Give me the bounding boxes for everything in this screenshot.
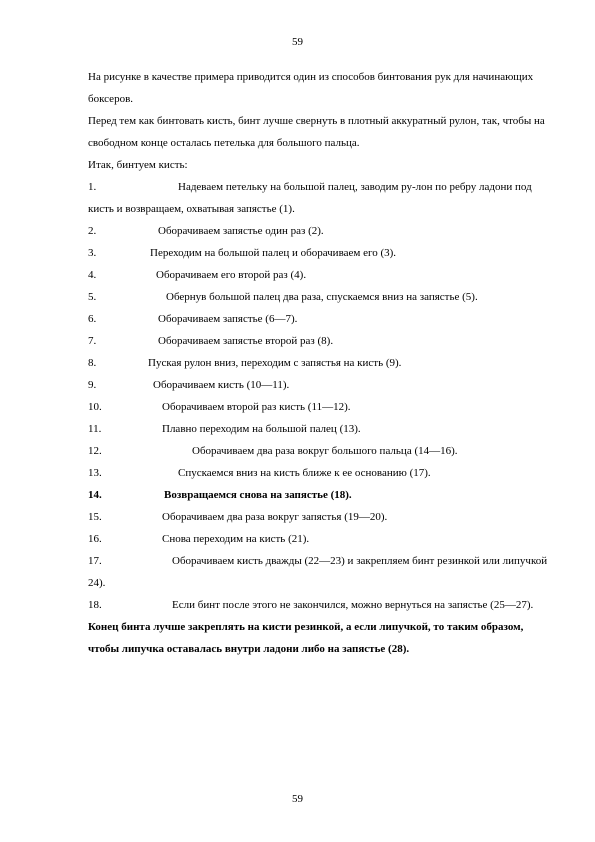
item-text: Оборачиваем запястье (6—7). <box>158 313 298 325</box>
item-text: Спускаемся вниз на кисть ближе к ее основанию (17). <box>178 467 431 479</box>
item-number: 8. <box>88 357 97 369</box>
list-item <box>88 506 548 528</box>
list-item <box>88 264 548 286</box>
list-item <box>88 330 548 352</box>
item-number: 6. <box>88 313 97 325</box>
item-number: 3. <box>88 247 97 259</box>
item-text: Оборачиваем два раза вокруг большого пальца (14—16). <box>192 445 458 457</box>
item-text: Возвращаемся снова на запястье (18). <box>164 489 352 501</box>
intro-paragraph-1: На рисунке в качестве примера приводится один из способов бинтования рук для начинающих боксеров. <box>88 71 534 105</box>
item-text: Оборачиваем два раза вокруг запястья (19—20). <box>162 511 388 523</box>
item-text: Оборачиваем кисть дважды (22—23) и закрепляем бинт резинкой или липучкой 24). <box>88 555 548 589</box>
item-text: Снова переходим на кисть (21). <box>162 533 310 545</box>
item-number: 1. <box>88 181 97 193</box>
list-item <box>88 550 548 594</box>
list-item <box>88 286 548 308</box>
intro-paragraph-3: Итак, бинтуем кисть: <box>88 159 188 171</box>
item-number: 17. <box>88 555 102 567</box>
list-item <box>88 220 548 242</box>
item-text: Если бинт после этого не закончился, можно вернуться на запястье (25—27). <box>172 599 534 611</box>
item-text: Оборачиваем второй раз кисть (11—12). <box>162 401 351 413</box>
item-text: Оборачиваем запястье один раз (2). <box>158 225 324 237</box>
item-number: 10. <box>88 401 102 413</box>
list-item <box>88 176 548 220</box>
item-number: 13. <box>88 467 102 479</box>
item-text: Надеваем петельку на большой палец, заводим ру-лон по ребру ладони под кисть и возвращаем, охватывая запястье (1). <box>88 181 532 215</box>
document-body <box>88 66 548 660</box>
conclusion-paragraph: Конец бинта лучше закреплять на кисти резинкой, а если липучкой, то таким образом, чтобы липучка оставалась внутри ладони либо на запястье (28). <box>88 621 524 655</box>
page-number-bottom: 59 <box>292 793 303 805</box>
item-number: 2. <box>88 225 97 237</box>
item-number: 7. <box>88 335 97 347</box>
item-number: 16. <box>88 533 102 545</box>
list-item <box>88 484 548 506</box>
item-number: 5. <box>88 291 97 303</box>
item-number: 18. <box>88 599 102 611</box>
item-number: 9. <box>88 379 97 391</box>
item-text: Обернув большой палец два раза, спускаемся вниз на запястье (5). <box>166 291 478 303</box>
list-item <box>88 308 548 330</box>
item-text: Оборачиваем запястье второй раз (8). <box>158 335 334 347</box>
intro-paragraph-2: Перед тем как бинтовать кисть, бинт лучше свернуть в плотный аккуратный рулон, так, чтобы на свободном конце осталась петелька для большого пальца. <box>88 115 545 149</box>
list-item <box>88 528 548 550</box>
list-item <box>88 440 548 462</box>
list-item <box>88 462 548 484</box>
item-text: Оборачиваем кисть (10—11). <box>153 379 290 391</box>
item-number: 11. <box>88 423 102 435</box>
list-item <box>88 418 548 440</box>
list-item <box>88 374 548 396</box>
item-number: 14. <box>88 489 102 501</box>
list-item <box>88 242 548 264</box>
item-number: 15. <box>88 511 102 523</box>
item-text: Оборачиваем его второй раз (4). <box>156 269 307 281</box>
list-item <box>88 396 548 418</box>
list-item <box>88 352 548 374</box>
item-number: 4. <box>88 269 97 281</box>
item-number: 12. <box>88 445 102 457</box>
page-number-top: 59 <box>292 36 303 48</box>
item-text: Пуская рулон вниз, переходим с запястья на кисть (9). <box>148 357 402 369</box>
list-item <box>88 594 548 616</box>
item-text: Плавно переходим на большой палец (13). <box>162 423 361 435</box>
item-text: Переходим на большой палец и оборачиваем его (3). <box>150 247 397 259</box>
